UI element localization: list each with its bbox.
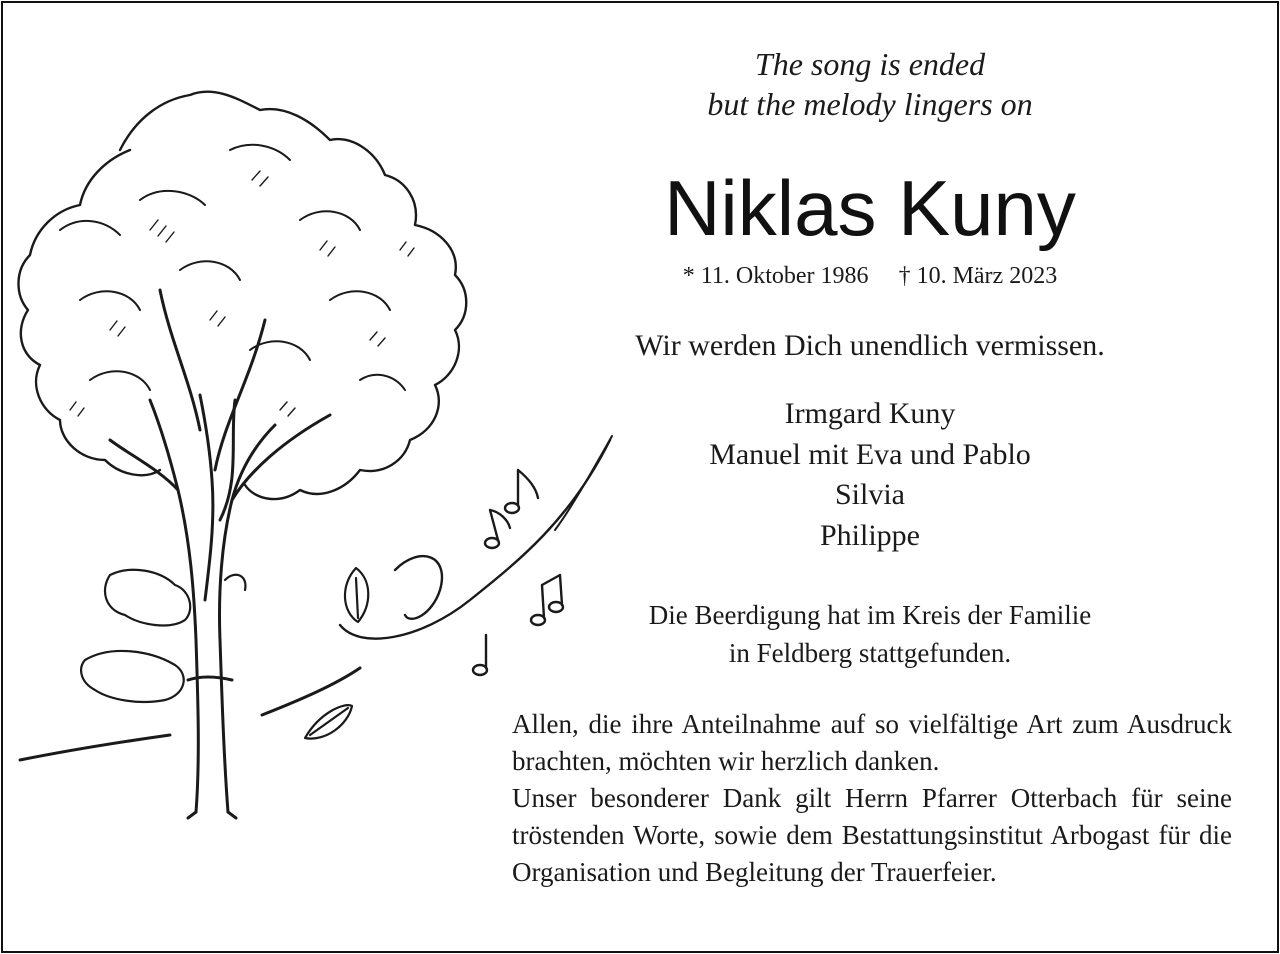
motto [560, 44, 1180, 124]
music-note-icon [505, 470, 538, 513]
burial-note [560, 596, 1180, 672]
death-date: † 10. März 2023 [898, 263, 1058, 289]
thanks-paragraph-1: Allen, die ihre Anteilnahme auf so vielfältige Art zum Ausdruck brachten, möchten wir herzlich danken. [512, 709, 1232, 776]
mourner: Manuel mit Eva und Pablo [709, 437, 1031, 471]
ground-line [20, 735, 170, 760]
wind-curl [395, 556, 442, 619]
mourner: Philippe [819, 518, 920, 552]
leaf-icon [345, 568, 368, 622]
life-dates [560, 258, 1180, 294]
motto-line-1: The song is ended [754, 46, 986, 82]
music-note-icon-3 [531, 575, 563, 625]
leaf-icon-2 [305, 705, 352, 738]
thanks-text [512, 706, 1232, 891]
burial-line-1: Die Beerdigung hat im Kreis der Familie [648, 600, 1092, 630]
music-note-icon-2 [485, 510, 510, 548]
burial-line-2: in Feldberg stattgefunden. [728, 638, 1012, 668]
ground-line-right [262, 668, 360, 715]
deceased-name: Niklas Kuny [664, 164, 1076, 252]
farewell-line: Wir werden Dich unendlich vermissen. [635, 329, 1105, 362]
birth-date: * 11. Oktober 1986 [682, 263, 869, 289]
motto-line-2: but the melody lingers on [707, 86, 1033, 122]
music-note-icon-4 [473, 635, 487, 675]
mourner: Silvia [834, 478, 905, 511]
mourner: Irmgard Kuny [784, 397, 956, 430]
mourners-list [560, 394, 1180, 556]
thanks-paragraph-2: Unser besonderer Dank gilt Herrn Pfarrer Otterbach für seine tröstenden Worte, sowie dem Bestattungsinstitut Arbogast für die Organisation und Begleitung der Trauerfeier. [512, 783, 1232, 887]
